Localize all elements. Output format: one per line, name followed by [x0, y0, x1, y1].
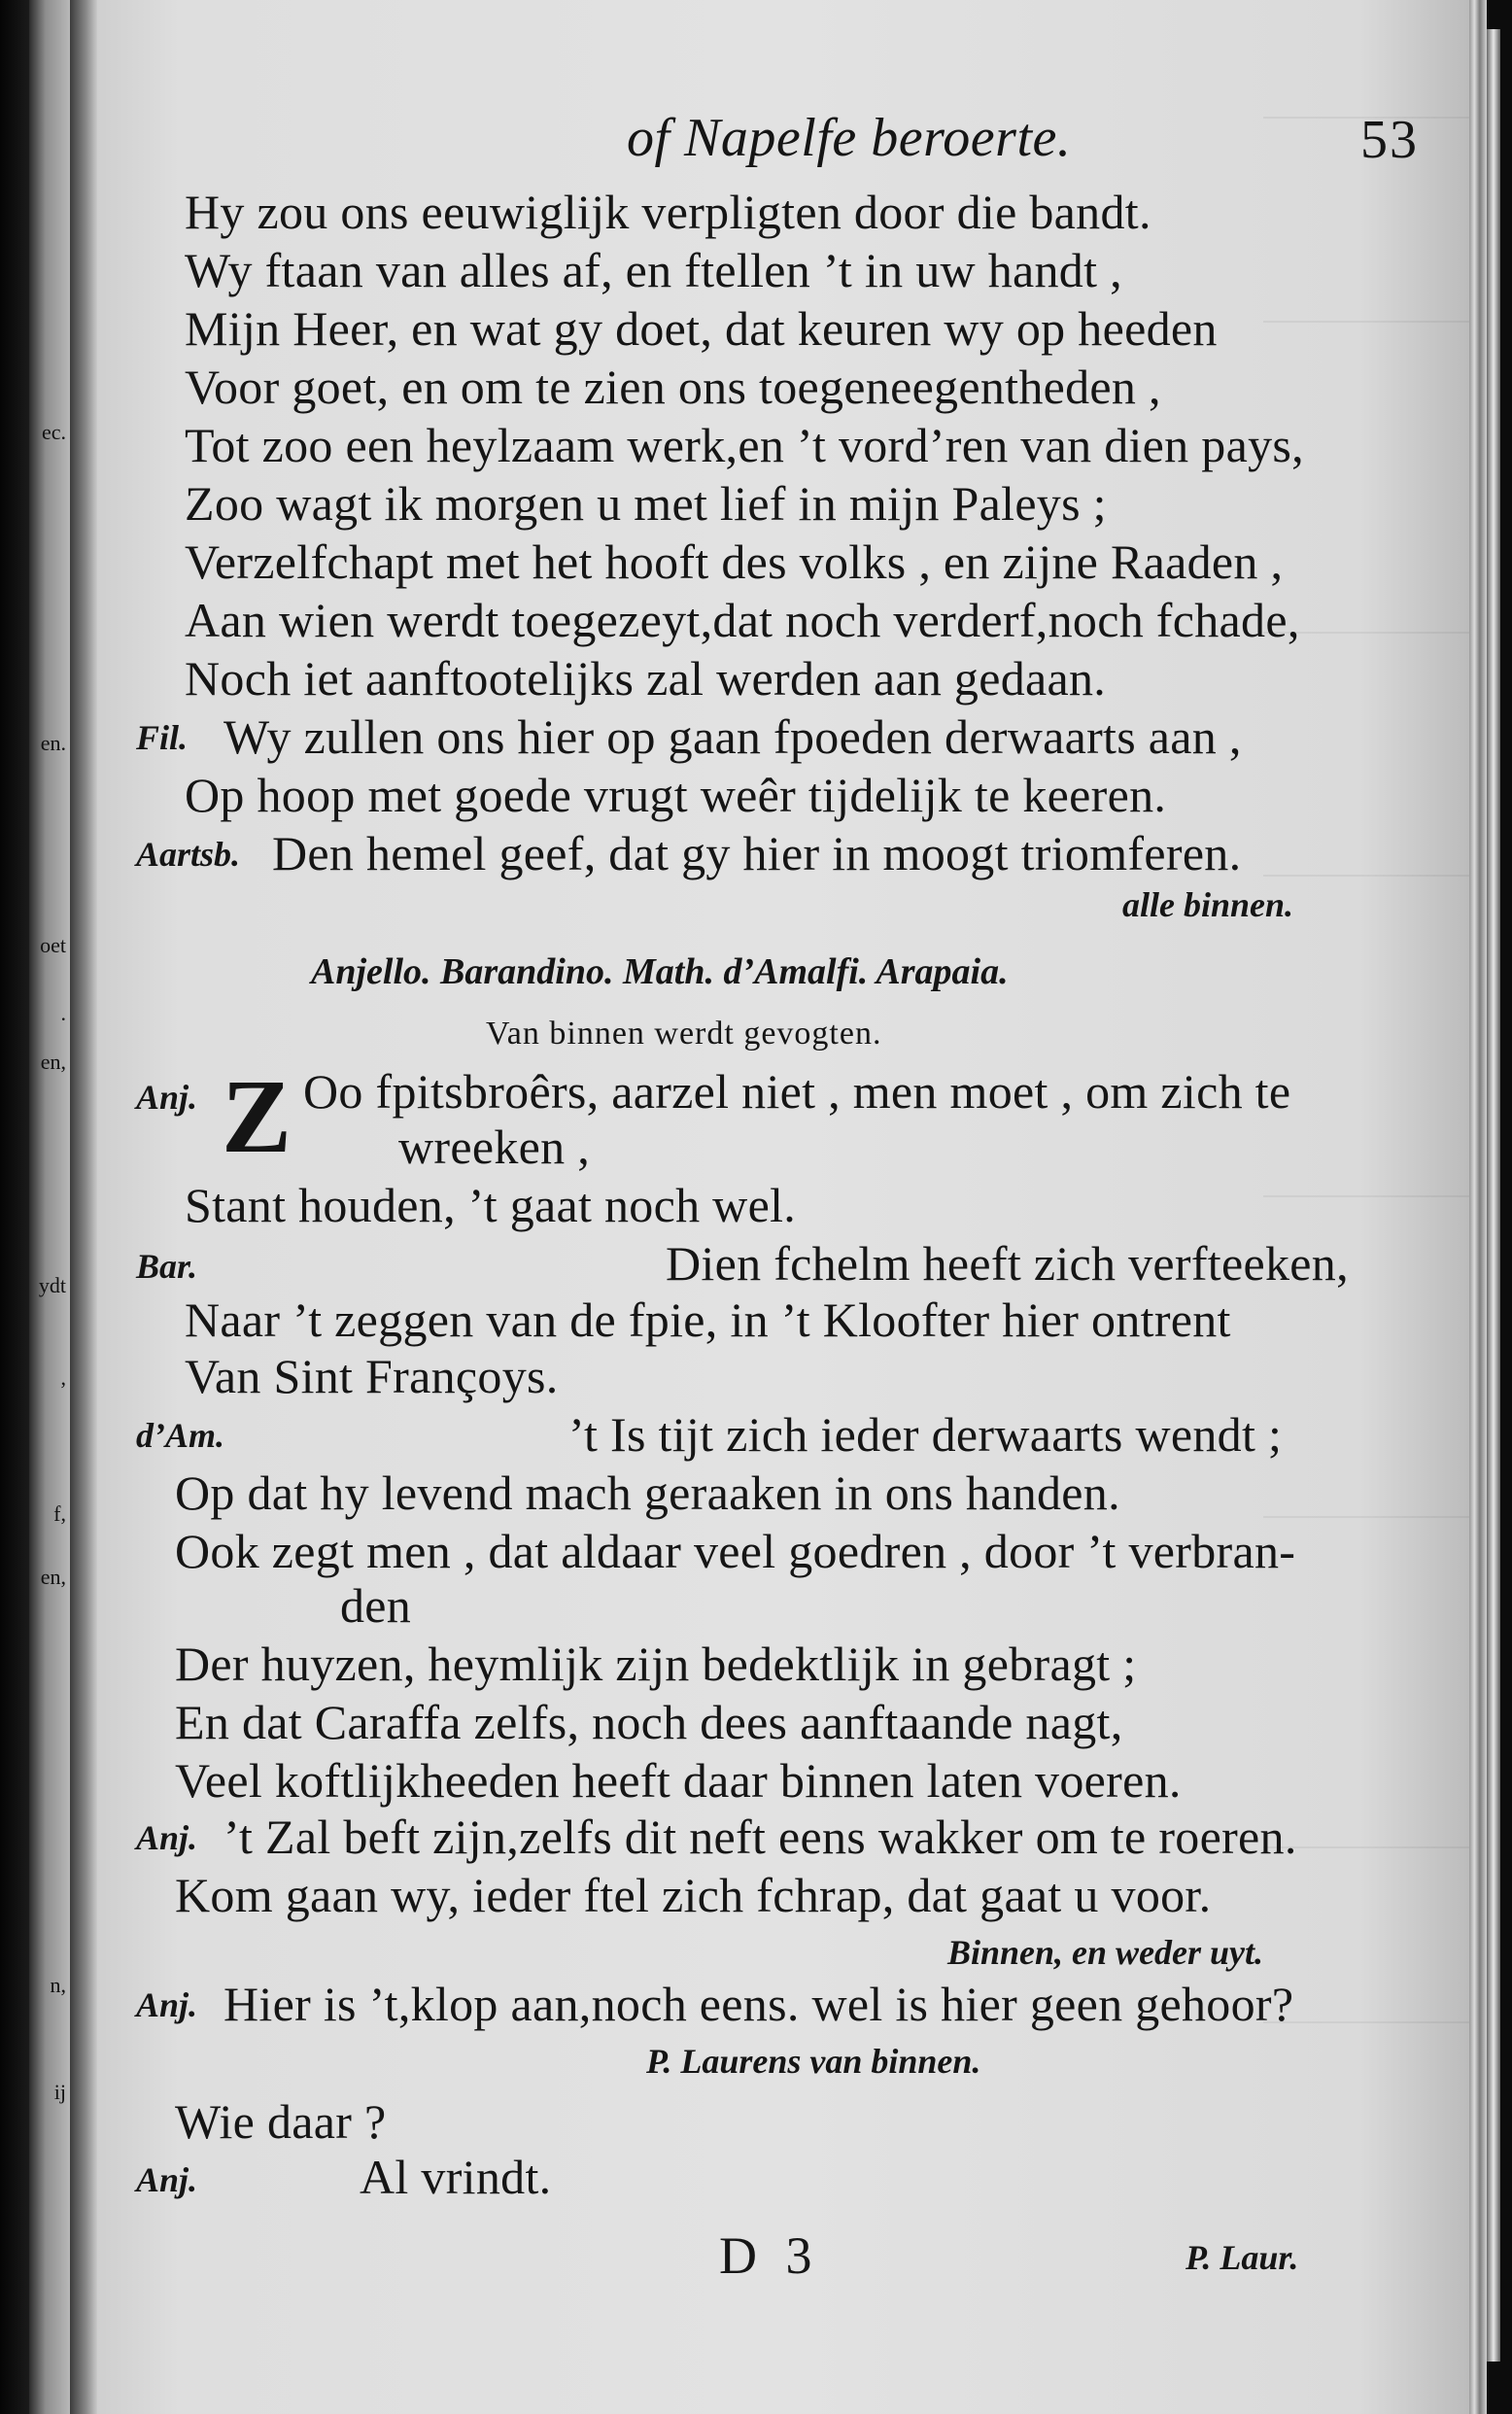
verse-line: Zoo wagt ik morgen u met lief in mijn Paleys ; [185, 476, 1107, 531]
verse-line: Noch iet aanftootelijks zal werden aan gedaan. [185, 651, 1107, 706]
verse-line: Op dat hy levend mach geraaken in ons handen. [175, 1466, 1120, 1520]
margin-fragment: en, [40, 1050, 66, 1074]
verse-line: Voor goet, en om te zien ons toegeneegentheden , [185, 360, 1161, 414]
book-gutter-shadow [70, 0, 97, 2414]
speaker-label: Anj. [136, 1985, 198, 2024]
speaker-label: Anj. [136, 1818, 198, 1857]
speaker-label: Fil. [136, 718, 189, 757]
verse-line: Wy zullen ons hier op gaan fpoeden derwaarts aan , [223, 709, 1242, 764]
verse-line: Der huyzen, heymlijk zijn bedektlijk in gebragt ; [175, 1637, 1137, 1691]
scene-characters: Anjello. Barandino. Math. d’Amalfi. Arapaia. [311, 951, 1009, 992]
verse-line: den [340, 1578, 412, 1633]
verse-line: Al vrindt. [360, 2150, 552, 2204]
verse-line: Wy ftaan van alles af, en ftellen ’t in uw handt , [185, 243, 1122, 297]
verse-line: Wie daar ? [175, 2094, 387, 2149]
stage-direction: alle binnen. [1122, 885, 1294, 924]
verse-line: Den hemel geef, dat gy hier in moogt triomferen. [272, 826, 1242, 880]
page-number: 53 [1360, 110, 1419, 170]
verse-line: En dat Caraffa zelfs, noch dees aanftaande nagt, [175, 1695, 1123, 1749]
margin-fragment: n, [50, 1973, 66, 1997]
left-scan-margin [0, 0, 29, 2414]
stage-direction: P. Laurens van binnen. [646, 2042, 981, 2081]
verse-line: Van Sint Françoys. [185, 1349, 559, 1403]
speaker-label: Anj. [136, 1078, 198, 1117]
verse-line: Op hoop met goede vrugt weêr tijdelijk te keeren. [185, 768, 1167, 822]
verse-line: Dien fchelm heeft zich verfteeken, [666, 1236, 1349, 1291]
speaker-label: Anj. [136, 2160, 198, 2199]
margin-fragment: f, [53, 1501, 66, 1526]
page-fore-edge [1469, 0, 1487, 2414]
verse-line: Aan wien werdt toegezeyt,dat noch verderf,noch fchade, [185, 593, 1300, 647]
verse-line: ’t Is tijt zich ieder derwaarts wendt ; [568, 1407, 1283, 1462]
verse-line: Kom gaan wy, ieder ftel zich fchrap, dat gaat u voor. [175, 1868, 1212, 1922]
drop-capital: Z [222, 1059, 292, 1175]
verse-line: Veel koftlijkheeden heeft daar binnen laten voeren. [175, 1753, 1182, 1808]
speaker-label: Aartsb. [136, 835, 241, 874]
verse-line: ’t Zal beft zijn,zelfs dit neft eens wakker om te roeren. [223, 1810, 1297, 1864]
margin-fragment: ydt [38, 1273, 66, 1297]
catchword: P. Laur. [1186, 2238, 1299, 2277]
verse-line: Mijn Heer, en wat gy doet, dat keuren wy op heeden [185, 301, 1218, 356]
page-stack-edge [1487, 29, 1500, 2362]
signature-mark: D 3 [719, 2226, 820, 2285]
stage-direction: Van binnen werdt gevogten. [486, 1016, 882, 1052]
stage-direction: Binnen, en weder uyt. [947, 1933, 1264, 1972]
verse-line: wreeken , [398, 1120, 591, 1174]
page-sheet [97, 0, 1469, 2414]
verse-line: Stant houden, ’t gaat noch wel. [185, 1178, 797, 1232]
running-head: of Napelfe beroerte. [627, 108, 1072, 168]
verse-line: Verzelfchapt met het hooft des volks , en zijne Raaden , [185, 535, 1284, 589]
margin-fragment: , [60, 1365, 66, 1390]
margin-fragment: en. [40, 731, 66, 755]
verse-line: Tot zoo een heylzaam werk,en ’t vord’ren van dien pays, [185, 418, 1304, 472]
margin-fragment: . [60, 1001, 66, 1025]
margin-fragment: en, [40, 1565, 66, 1589]
margin-fragment: oet [40, 933, 66, 957]
speaker-label: d’Am. [136, 1416, 225, 1455]
verse-line: Naar ’t zeggen van de fpie, in ’t Kloofter hier ontrent [185, 1293, 1231, 1347]
verse-line: Oo fpitsbroêrs, aarzel niet , men moet , om zich te [303, 1064, 1291, 1119]
previous-page-fragment [29, 0, 70, 2414]
speaker-label: Bar. [136, 1247, 198, 1286]
verse-line: Hy zou ons eeuwiglijk verpligten door die bandt. [185, 185, 1151, 239]
verse-line: Ook zegt men , dat aldaar veel goedren , door ’t verbran- [175, 1524, 1296, 1578]
margin-fragment: ij [53, 2080, 66, 2104]
verse-line: Hier is ’t,klop aan,noch eens. wel is hier geen gehoor? [223, 1977, 1294, 2031]
margin-fragment: ec. [41, 420, 66, 444]
